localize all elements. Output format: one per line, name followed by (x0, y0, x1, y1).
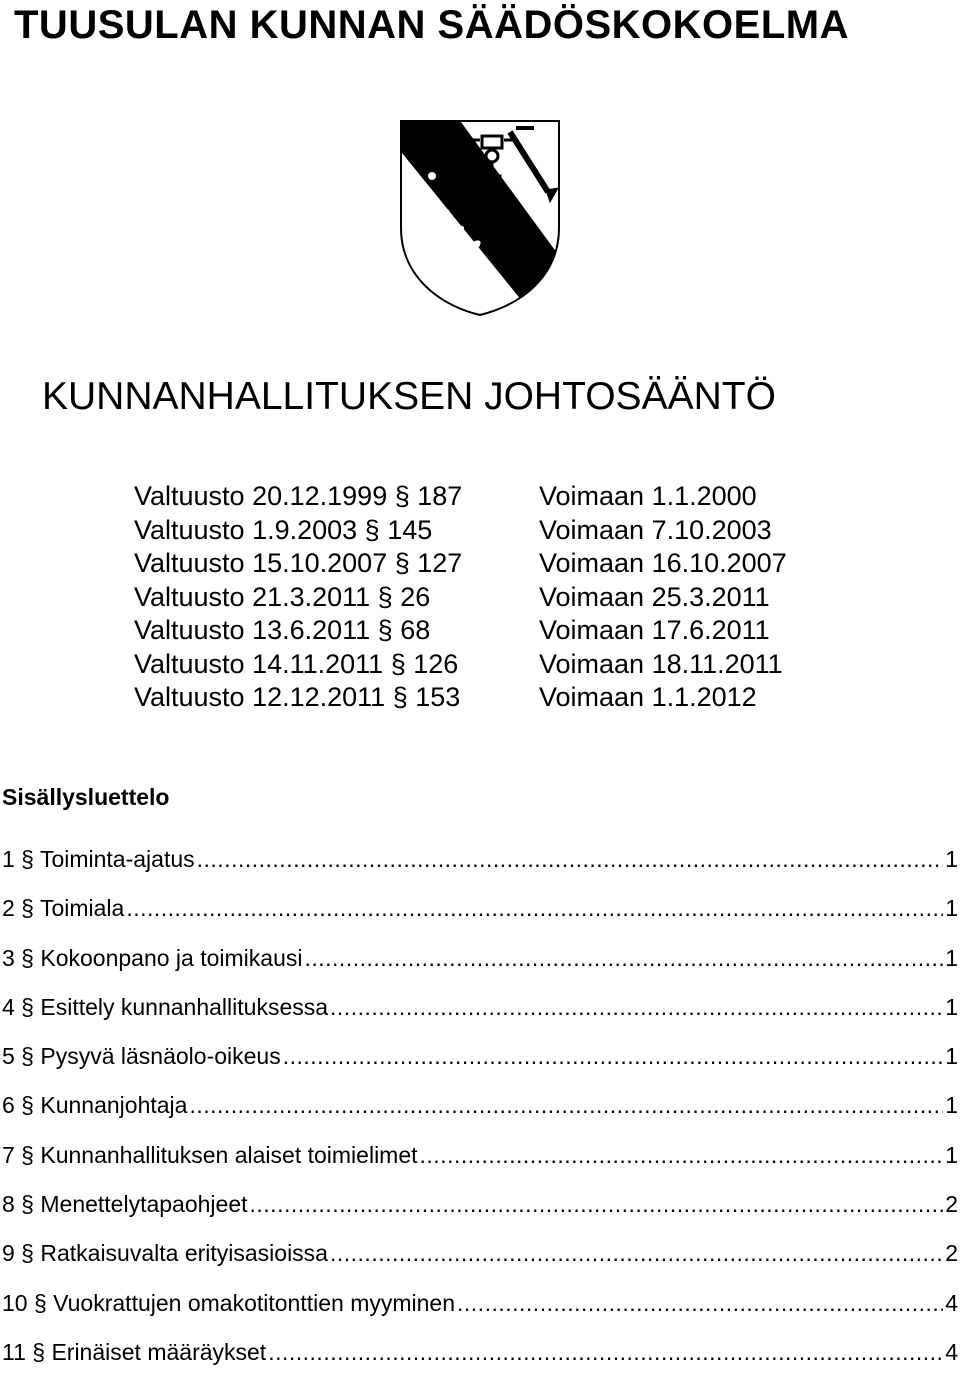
toc-entry-page: 1 (945, 895, 958, 922)
decision-row (134, 547, 787, 581)
effective-date: Voimaan 1.1.2012 (539, 682, 757, 712)
toc-dot-leader (197, 846, 944, 873)
toc-entry-page: 1 (945, 993, 958, 1020)
toc-entry-label: 7 § Kunnanhallituksen alaiset toimielimet (2, 1141, 418, 1168)
toc-dot-leader (457, 1290, 943, 1317)
effective-date: Voimaan 1.1.2000 (539, 481, 757, 511)
toc-entry[interactable] (2, 846, 958, 895)
toc-entry-page: 1 (945, 1043, 958, 1070)
toc-entry-label: 9 § Ratkaisuvalta erityisasioissa (2, 1240, 328, 1267)
decision-history (134, 480, 787, 715)
toc-entry-page: 1 (945, 1141, 958, 1168)
effective-date: Voimaan 7.10.2003 (539, 514, 772, 545)
toc-entry[interactable] (2, 895, 958, 944)
toc-entry[interactable] (2, 994, 958, 1043)
toc-dot-leader (250, 1191, 944, 1218)
effective-date: Voimaan 25.3.2011 (539, 581, 770, 612)
council-decision: Valtuusto 20.12.1999 § 187 (134, 481, 463, 511)
decision-row (134, 480, 787, 514)
document-subtitle: KUNNANHALLITUKSEN JOHTOSÄÄNTÖ (42, 375, 776, 418)
toc-entry[interactable] (2, 1142, 958, 1191)
council-decision: Valtuusto 1.9.2003 § 145 (134, 514, 433, 545)
toc-dot-leader (126, 895, 943, 922)
council-decision: Valtuusto 14.11.2011 § 126 (134, 648, 459, 679)
council-decision: Valtuusto 15.10.2007 § 127 (134, 548, 463, 578)
toc-entry-label: 10 § Vuokrattujen omakotitonttien myyminen (2, 1289, 456, 1316)
toc-entry-label: 5 § Pysyvä läsnäolo-oikeus (2, 1043, 281, 1070)
coat-of-arms-icon (398, 118, 562, 318)
toc-entry-page: 1 (945, 846, 958, 872)
toc-dot-leader (189, 1092, 943, 1119)
decision-row (134, 614, 787, 648)
toc-entry-label: 1 § Toiminta-ajatus (2, 846, 195, 872)
toc-entry-label: 2 § Toimiala (2, 895, 125, 922)
toc-entry-page: 2 (945, 1191, 958, 1218)
toc-entry[interactable] (2, 1191, 958, 1240)
effective-date: Voimaan 17.6.2011 (539, 615, 770, 645)
toc-entry-page: 4 (945, 1338, 958, 1365)
toc-entry-label: 4 § Esittely kunnanhallituksessa (2, 993, 329, 1020)
toc-dot-leader (304, 945, 943, 972)
council-decision: Valtuusto 13.6.2011 § 68 (134, 615, 431, 645)
decision-row (134, 648, 787, 682)
effective-date: Voimaan 18.11.2011 (539, 648, 783, 679)
toc-entry-label: 6 § Kunnanjohtaja (2, 1092, 188, 1119)
toc-dot-leader (330, 994, 943, 1021)
toc-dot-leader (283, 1043, 943, 1070)
toc-dot-leader (330, 1240, 943, 1267)
toc-entry[interactable] (2, 945, 958, 994)
toc-entry[interactable] (2, 1339, 958, 1388)
toc-entry-page: 2 (945, 1240, 958, 1267)
toc-entry-label: 3 § Kokoonpano ja toimikausi (2, 944, 303, 971)
toc-dot-leader (268, 1339, 943, 1366)
council-decision: Valtuusto 21.3.2011 § 26 (134, 581, 431, 612)
toc-entry-label: 8 § Menettelytapaohjeet (2, 1191, 248, 1218)
toc-entry[interactable] (2, 1290, 958, 1339)
document-title: TUUSULAN KUNNAN SÄÄDÖSKOKOELMA (14, 3, 849, 47)
toc-dot-leader (420, 1142, 944, 1169)
decision-row (134, 681, 787, 715)
decision-row (134, 514, 787, 548)
toc-entry[interactable] (2, 1043, 958, 1092)
council-decision: Valtuusto 12.12.2011 § 153 (134, 682, 461, 712)
toc-entry-label: 11 § Erinäiset määräykset (2, 1338, 267, 1365)
toc-heading: Sisällysluettelo (2, 784, 170, 810)
effective-date: Voimaan 16.10.2007 (539, 548, 787, 578)
decision-row (134, 581, 787, 615)
toc-entry-page: 4 (945, 1289, 958, 1316)
toc-entry[interactable] (2, 1240, 958, 1289)
toc-entry-page: 1 (945, 1092, 958, 1119)
toc-entry-page: 1 (945, 944, 958, 971)
toc-entry[interactable] (2, 1092, 958, 1141)
table-of-contents (2, 846, 958, 1388)
